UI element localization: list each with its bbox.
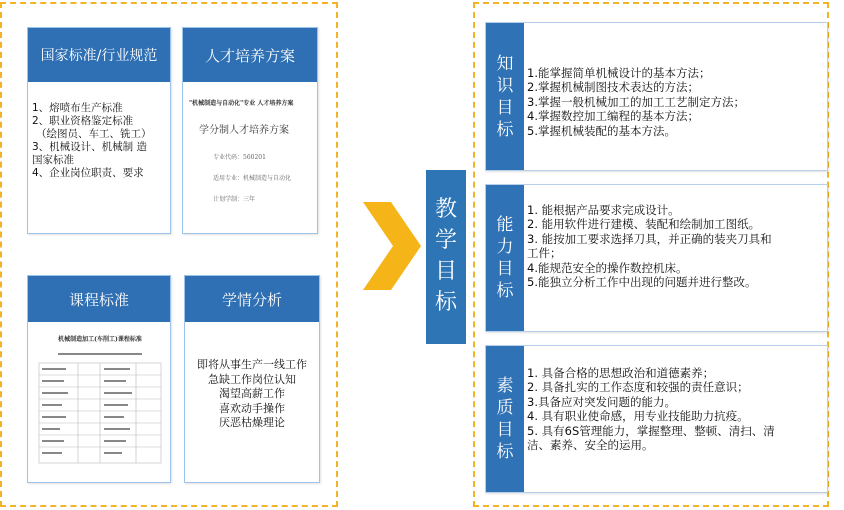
goal-line: 4.掌握数控加工编程的基本方法； (527, 109, 699, 124)
knowledge-goal-panel (485, 22, 828, 171)
goal-line: 5.掌握机械装配的基本方法。 (527, 123, 676, 138)
knowledge-goal-list (527, 66, 745, 138)
goal-line: 5. 具有6S管理能力，掌握整理、整顿、清扫、清 (527, 423, 775, 438)
course-standard-title: 课程标准 (28, 276, 170, 322)
goal-line: 2.掌握机械制图技术表达的方法； (527, 80, 699, 95)
center-char: 标 (434, 290, 457, 315)
center-char: 目 (434, 259, 457, 284)
doc-line: 适用专业：机械制造与自动化 (213, 175, 292, 182)
tab-char: 质 (496, 398, 514, 418)
quality-goal-tab (486, 346, 524, 492)
list-item: 4、企业岗位职责、要求 (32, 167, 144, 179)
goal-line: 5.能独立分析工作中出现的问题并进行整改。 (527, 275, 757, 290)
arrow-right-icon (361, 200, 423, 292)
tab-char: 目 (496, 97, 514, 118)
course-standard-card (27, 275, 171, 483)
list-item: 喜欢动手操作 (219, 401, 285, 415)
talent-plan-document (189, 98, 313, 203)
center-char: 学 (434, 228, 457, 253)
goal-line: 工件； (527, 246, 562, 261)
tab-char: 标 (496, 442, 514, 462)
learner-analysis-title: 学情分析 (185, 276, 319, 322)
goal-line: 1. 具备合格的思想政治和道德素养； (527, 366, 715, 380)
learner-analysis-list (185, 358, 319, 431)
goal-line: 3. 能按加工要求选择刀具，并正确的装夹刀具和 (527, 231, 772, 246)
list-item: 2、职业资格鉴定标准 (32, 115, 134, 127)
tab-char: 能 (496, 215, 514, 235)
tab-char: 标 (496, 119, 514, 140)
doc-title: 学分制人才培养方案 (199, 125, 289, 136)
standards-title: 国家标准/行业规范 (28, 28, 170, 82)
talent-plan-card (182, 27, 318, 234)
learner-analysis-card (184, 275, 320, 483)
talent-plan-title: 人才培养方案 (183, 28, 317, 82)
goal-line: 3.具备应对突发问题的能力。 (527, 394, 676, 409)
course-standard-document (38, 334, 162, 467)
list-item: 厌恶枯燥理论 (219, 416, 285, 429)
ability-goal-tab (486, 185, 524, 331)
tab-char: 知 (496, 53, 514, 74)
tab-char: 目 (496, 259, 514, 279)
list-item: 1、熔喷布生产标准 (32, 102, 123, 114)
list-item: 国家标准 (32, 154, 74, 166)
goal-line: 1. 能根据产品要求完成设计。 (527, 203, 680, 217)
center-char: 教 (434, 197, 457, 222)
goal-line: 2. 具备扎实的工作态度和较强的责任意识； (527, 380, 749, 395)
list-item: （绘图员、车工、铣工） (36, 128, 152, 140)
doc-table-graphic (38, 349, 162, 467)
list-item: 3、机械设计、机械制 造 (32, 141, 148, 153)
doc-line: 专业代码：560201 (213, 154, 266, 161)
list-item: 即将从事生产一线工作 (197, 358, 307, 371)
knowledge-goal-tab (486, 23, 524, 170)
goal-line: 3.掌握一般机械加工的加工工艺制定方法； (527, 94, 745, 109)
goal-line: 2. 能用软件进行建模、装配和绘制加工图纸。 (527, 217, 761, 232)
doc-header: "机械制造与自动化"专业 人才培养方案 (189, 100, 294, 107)
quality-goal-panel (485, 345, 828, 493)
ability-goal-list (527, 203, 772, 289)
tab-char: 识 (496, 75, 514, 96)
goal-line: 1.能掌握简单机械设计的基本方法； (527, 66, 711, 80)
list-item: 急缺工作岗位认知 (208, 372, 296, 386)
doc-line: 计划学制：三年 (213, 196, 256, 203)
standards-list (32, 102, 152, 180)
quality-goal-list (527, 366, 775, 452)
tab-char: 标 (496, 281, 514, 301)
goal-line: 4.能规范安全的操作数控机床。 (527, 260, 688, 275)
tab-char: 素 (496, 376, 514, 396)
goal-line: 洁、素养、安全的运用。 (527, 438, 654, 453)
doc-title: 机械制造加工(车削工)课程标准 (58, 336, 142, 343)
goal-line: 4. 具有职业使命感，用专业技能助力抗疫。 (527, 409, 749, 424)
ability-goal-panel (485, 184, 828, 332)
teaching-goals-label (426, 170, 466, 344)
standards-card (27, 27, 171, 234)
tab-char: 目 (496, 420, 514, 440)
list-item: 渴望高薪工作 (219, 387, 285, 400)
tab-char: 力 (496, 237, 514, 257)
